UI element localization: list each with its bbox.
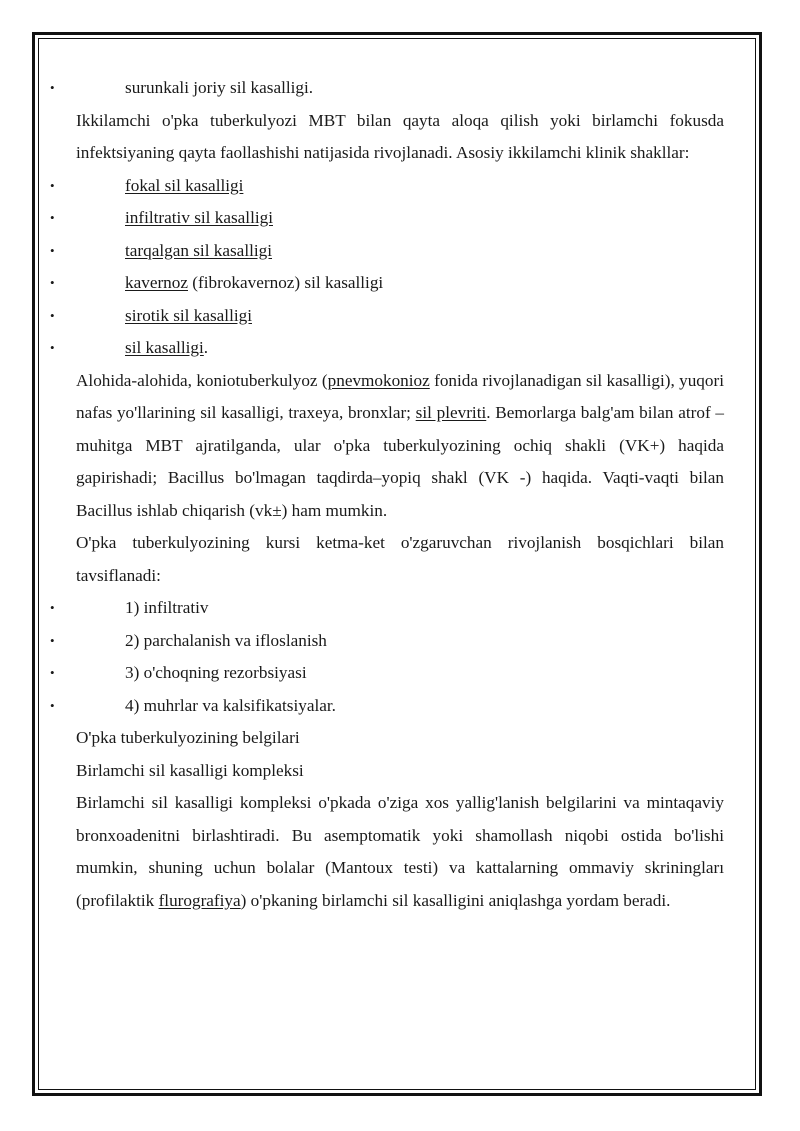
list-item	[48, 267, 724, 300]
bullet-icon: •	[50, 697, 55, 713]
list-item	[48, 690, 724, 723]
bullet-icon: •	[50, 307, 55, 323]
subsection-heading: Birlamchi sil kasalligi kompleksi	[76, 760, 304, 780]
bullet-icon: •	[50, 177, 55, 193]
list-item	[48, 592, 724, 625]
bullet-icon: •	[50, 210, 55, 225]
bullet-icon: •	[50, 242, 55, 258]
link-pnevmokonioz[interactable]: pnevmokonioz	[327, 370, 430, 390]
bullet-icon: •	[50, 340, 55, 355]
bullet-icon: •	[50, 600, 55, 615]
link-kavernoz[interactable]: kavernoz	[125, 273, 188, 292]
link-sil-plevriti[interactable]: sil plevriti	[415, 403, 487, 422]
list-item	[48, 235, 724, 268]
list-item-text: 3) o'choqning rezorbsiyasi	[125, 663, 307, 682]
bullet-icon: •	[50, 80, 55, 95]
list-item	[48, 657, 724, 690]
list-item	[48, 72, 724, 105]
link-florografiya[interactable]: flurografiya	[158, 890, 241, 910]
section-heading: O'pka tuberkulyozining belgilari	[76, 728, 300, 747]
list-item	[48, 300, 724, 333]
list-item-text: 2) parchalanish va ifloslanish	[125, 630, 327, 650]
link-fokal[interactable]: fokal sil kasalligi	[125, 175, 244, 195]
list-item	[48, 170, 724, 203]
link-infiltrativ[interactable]: infiltrativ sil kasalligi	[125, 208, 273, 227]
paragraph-koniotuberkulyoz: Alohida-alohida, koniotuberkulyoz (pnevmokonioz fonida rivojlanadigan sil kasalligi), yuqori nafas yo'llarining sil kasalligi, traxeya, bronxlar; sil plevriti. Bemorlarga balg'am bilan atrof – muhitga MBT ajratilganda, ular o'pka tuberkulyozining ochiq shakli (VK+) haqida gapirishadi; Bacillus bo'lmagan taqdirda–yopiq shakl (VK -) haqida. Vaqti-vaqti bilan Bacillus ishlab chiqarish (vk±) ham mumkin.	[76, 370, 724, 520]
paragraph-course-stages: O'pka tuberkulyozining kursi ketma-ket o'zgaruvchan rivojlanish bosqichlari bilan tavsiflanadi:	[76, 533, 724, 585]
list-item-text: surunkali joriy sil kasalligi.	[125, 78, 314, 97]
document-body	[48, 72, 724, 917]
link-sirotik[interactable]: sirotik sil kasalligi	[125, 305, 252, 325]
list-item	[48, 625, 724, 658]
paragraph-primary-complex: Birlamchi sil kasalligi kompleksi o'pkada o'ziga xos yallig'lanish belgilarini va mintaqaviy bronxoadenitni birlashtiradi. Bu asemptomatik yoki shamollash niqobi ostida bo'lishi mumkin, shuning uchun bolalar (Mantoux testi) va kattalarning ommaviy skriningları (profilaktik flurografiya) o'pkaning birlamchi sil kasalligini aniqlashga yordam beradi.	[76, 793, 724, 910]
bullet-icon: •	[50, 665, 55, 680]
bullet-icon: •	[50, 632, 55, 648]
list-item: • sil kasalligi.	[48, 332, 724, 365]
list-item-text: 4) muhrlar va kalsifikatsiyalar.	[125, 695, 336, 715]
link-tarqalgan[interactable]: tarqalgan sil kasalligi	[125, 240, 273, 260]
bullet-icon: •	[50, 275, 55, 290]
list-item	[48, 202, 724, 235]
link-sil-kasalligi[interactable]: sil kasalligi	[125, 338, 204, 357]
list-item-text: (fibrokavernoz) sil kasalligi	[188, 273, 384, 292]
paragraph-secondary-tb: Ikkilamchi o'pka tuberkulyozi MBT bilan qayta aloqa qilish yoki birlamchi fokusda infektsiyaning qayta faollashishi natijasida rivojlanadi. Asosiy ikkilamchi klinik shakllar:	[76, 110, 724, 162]
list-item-text: 1) infiltrativ	[125, 598, 209, 617]
